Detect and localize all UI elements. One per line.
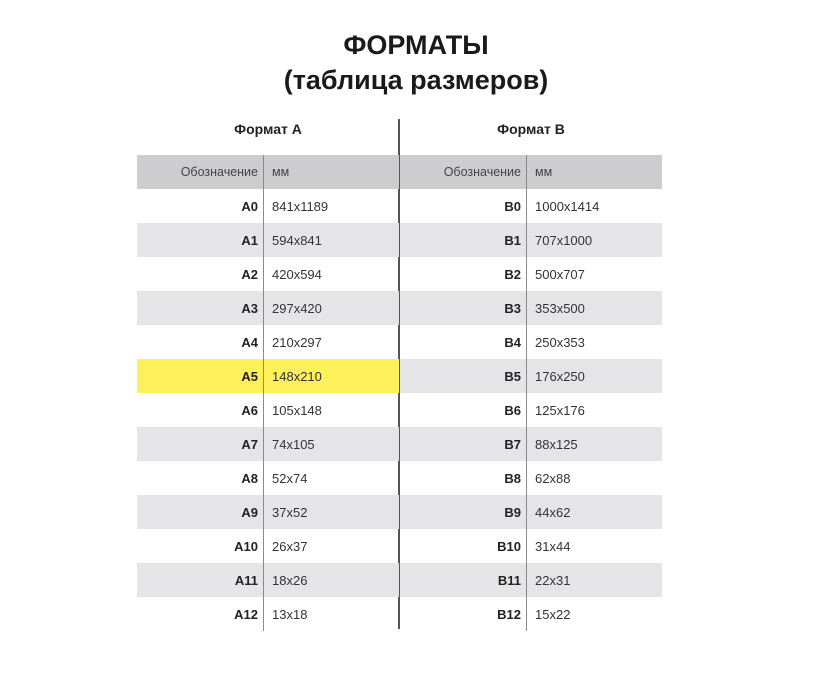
table-row	[400, 495, 662, 529]
format-code: A11	[137, 563, 264, 597]
table-row	[400, 223, 662, 257]
format-b-heading: Формат В	[497, 121, 565, 137]
format-code: B8	[400, 461, 527, 495]
format-size: 297x420	[272, 300, 322, 316]
format-size: 88x125	[535, 436, 578, 452]
table-header-row	[400, 155, 662, 189]
header-code: Обозначение	[400, 155, 527, 189]
table-row	[137, 325, 399, 359]
format-code: B5	[400, 359, 527, 393]
format-code: B3	[400, 291, 527, 325]
format-size: 37x52	[272, 504, 308, 520]
format-code: B1	[400, 223, 527, 257]
table-row	[400, 393, 662, 427]
table-row	[400, 461, 662, 495]
format-size: 105x148	[272, 402, 322, 418]
format-code: A1	[137, 223, 264, 257]
table-row	[400, 427, 662, 461]
format-size: 31x44	[535, 538, 571, 554]
format-size: 148x210	[272, 368, 322, 384]
table-row	[137, 461, 399, 495]
format-size: 250x353	[535, 334, 585, 350]
table-row	[400, 189, 662, 223]
format-size: 594x841	[272, 232, 322, 248]
format-size: 74x105	[272, 436, 315, 452]
table-row	[400, 359, 662, 393]
format-code: B7	[400, 427, 527, 461]
format-code: A12	[137, 597, 264, 631]
format-size: 500x707	[535, 266, 585, 282]
format-size: 44x62	[535, 504, 571, 520]
format-size: 18x26	[272, 572, 308, 588]
format-code: B6	[400, 393, 527, 427]
table-row	[137, 223, 399, 257]
header-size: мм	[272, 165, 290, 179]
header-size: мм	[535, 165, 553, 179]
format-code: A9	[137, 495, 264, 529]
table-row	[137, 189, 399, 223]
format-code: B10	[400, 529, 527, 563]
format-size: 15x22	[535, 606, 571, 622]
table-row	[400, 291, 662, 325]
format-size: 13x18	[272, 606, 308, 622]
format-size: 420x594	[272, 266, 322, 282]
format-code: A5	[137, 359, 264, 393]
format-code: B12	[400, 597, 527, 631]
format-code: A8	[137, 461, 264, 495]
format-code: A7	[137, 427, 264, 461]
table-row	[400, 563, 662, 597]
table-row	[400, 325, 662, 359]
table-row	[137, 563, 399, 597]
table-row	[137, 427, 399, 461]
format-code: A4	[137, 325, 264, 359]
format-a-heading: Формат А	[234, 121, 302, 137]
table-row	[137, 359, 399, 393]
format-code: A6	[137, 393, 264, 427]
format-size: 125x176	[535, 402, 585, 418]
page-subtitle: (таблица размеров)	[283, 65, 549, 95]
format-code: A3	[137, 291, 264, 325]
table-row	[137, 393, 399, 427]
page-title: ФОРМАТЫ	[343, 30, 489, 60]
format-size: 1000x1414	[535, 198, 600, 214]
table-row	[137, 257, 399, 291]
format-b-table	[400, 155, 662, 631]
format-code: B9	[400, 495, 527, 529]
format-code: B2	[400, 257, 527, 291]
table-row	[137, 597, 399, 631]
format-code: A2	[137, 257, 264, 291]
table-row	[400, 597, 662, 631]
format-size: 353x500	[535, 300, 585, 316]
table-row	[137, 495, 399, 529]
format-size: 210x297	[272, 334, 322, 350]
format-code: A0	[137, 189, 264, 223]
format-size: 52x74	[272, 470, 308, 486]
table-row	[400, 257, 662, 291]
format-size: 62x88	[535, 470, 571, 486]
format-code: B4	[400, 325, 527, 359]
header-code: Обозначение	[137, 155, 264, 189]
format-size: 176x250	[535, 368, 585, 384]
format-code: B0	[400, 189, 527, 223]
format-size: 22x31	[535, 572, 571, 588]
format-size: 707x1000	[535, 232, 593, 248]
table-row	[137, 291, 399, 325]
table-row	[137, 529, 399, 563]
format-size: 26x37	[272, 538, 308, 554]
table-row	[400, 529, 662, 563]
format-size: 841x1189	[272, 198, 329, 214]
format-a-table	[137, 155, 399, 631]
format-code: A10	[137, 529, 264, 563]
table-header-row	[137, 155, 399, 189]
format-code: B11	[400, 563, 527, 597]
